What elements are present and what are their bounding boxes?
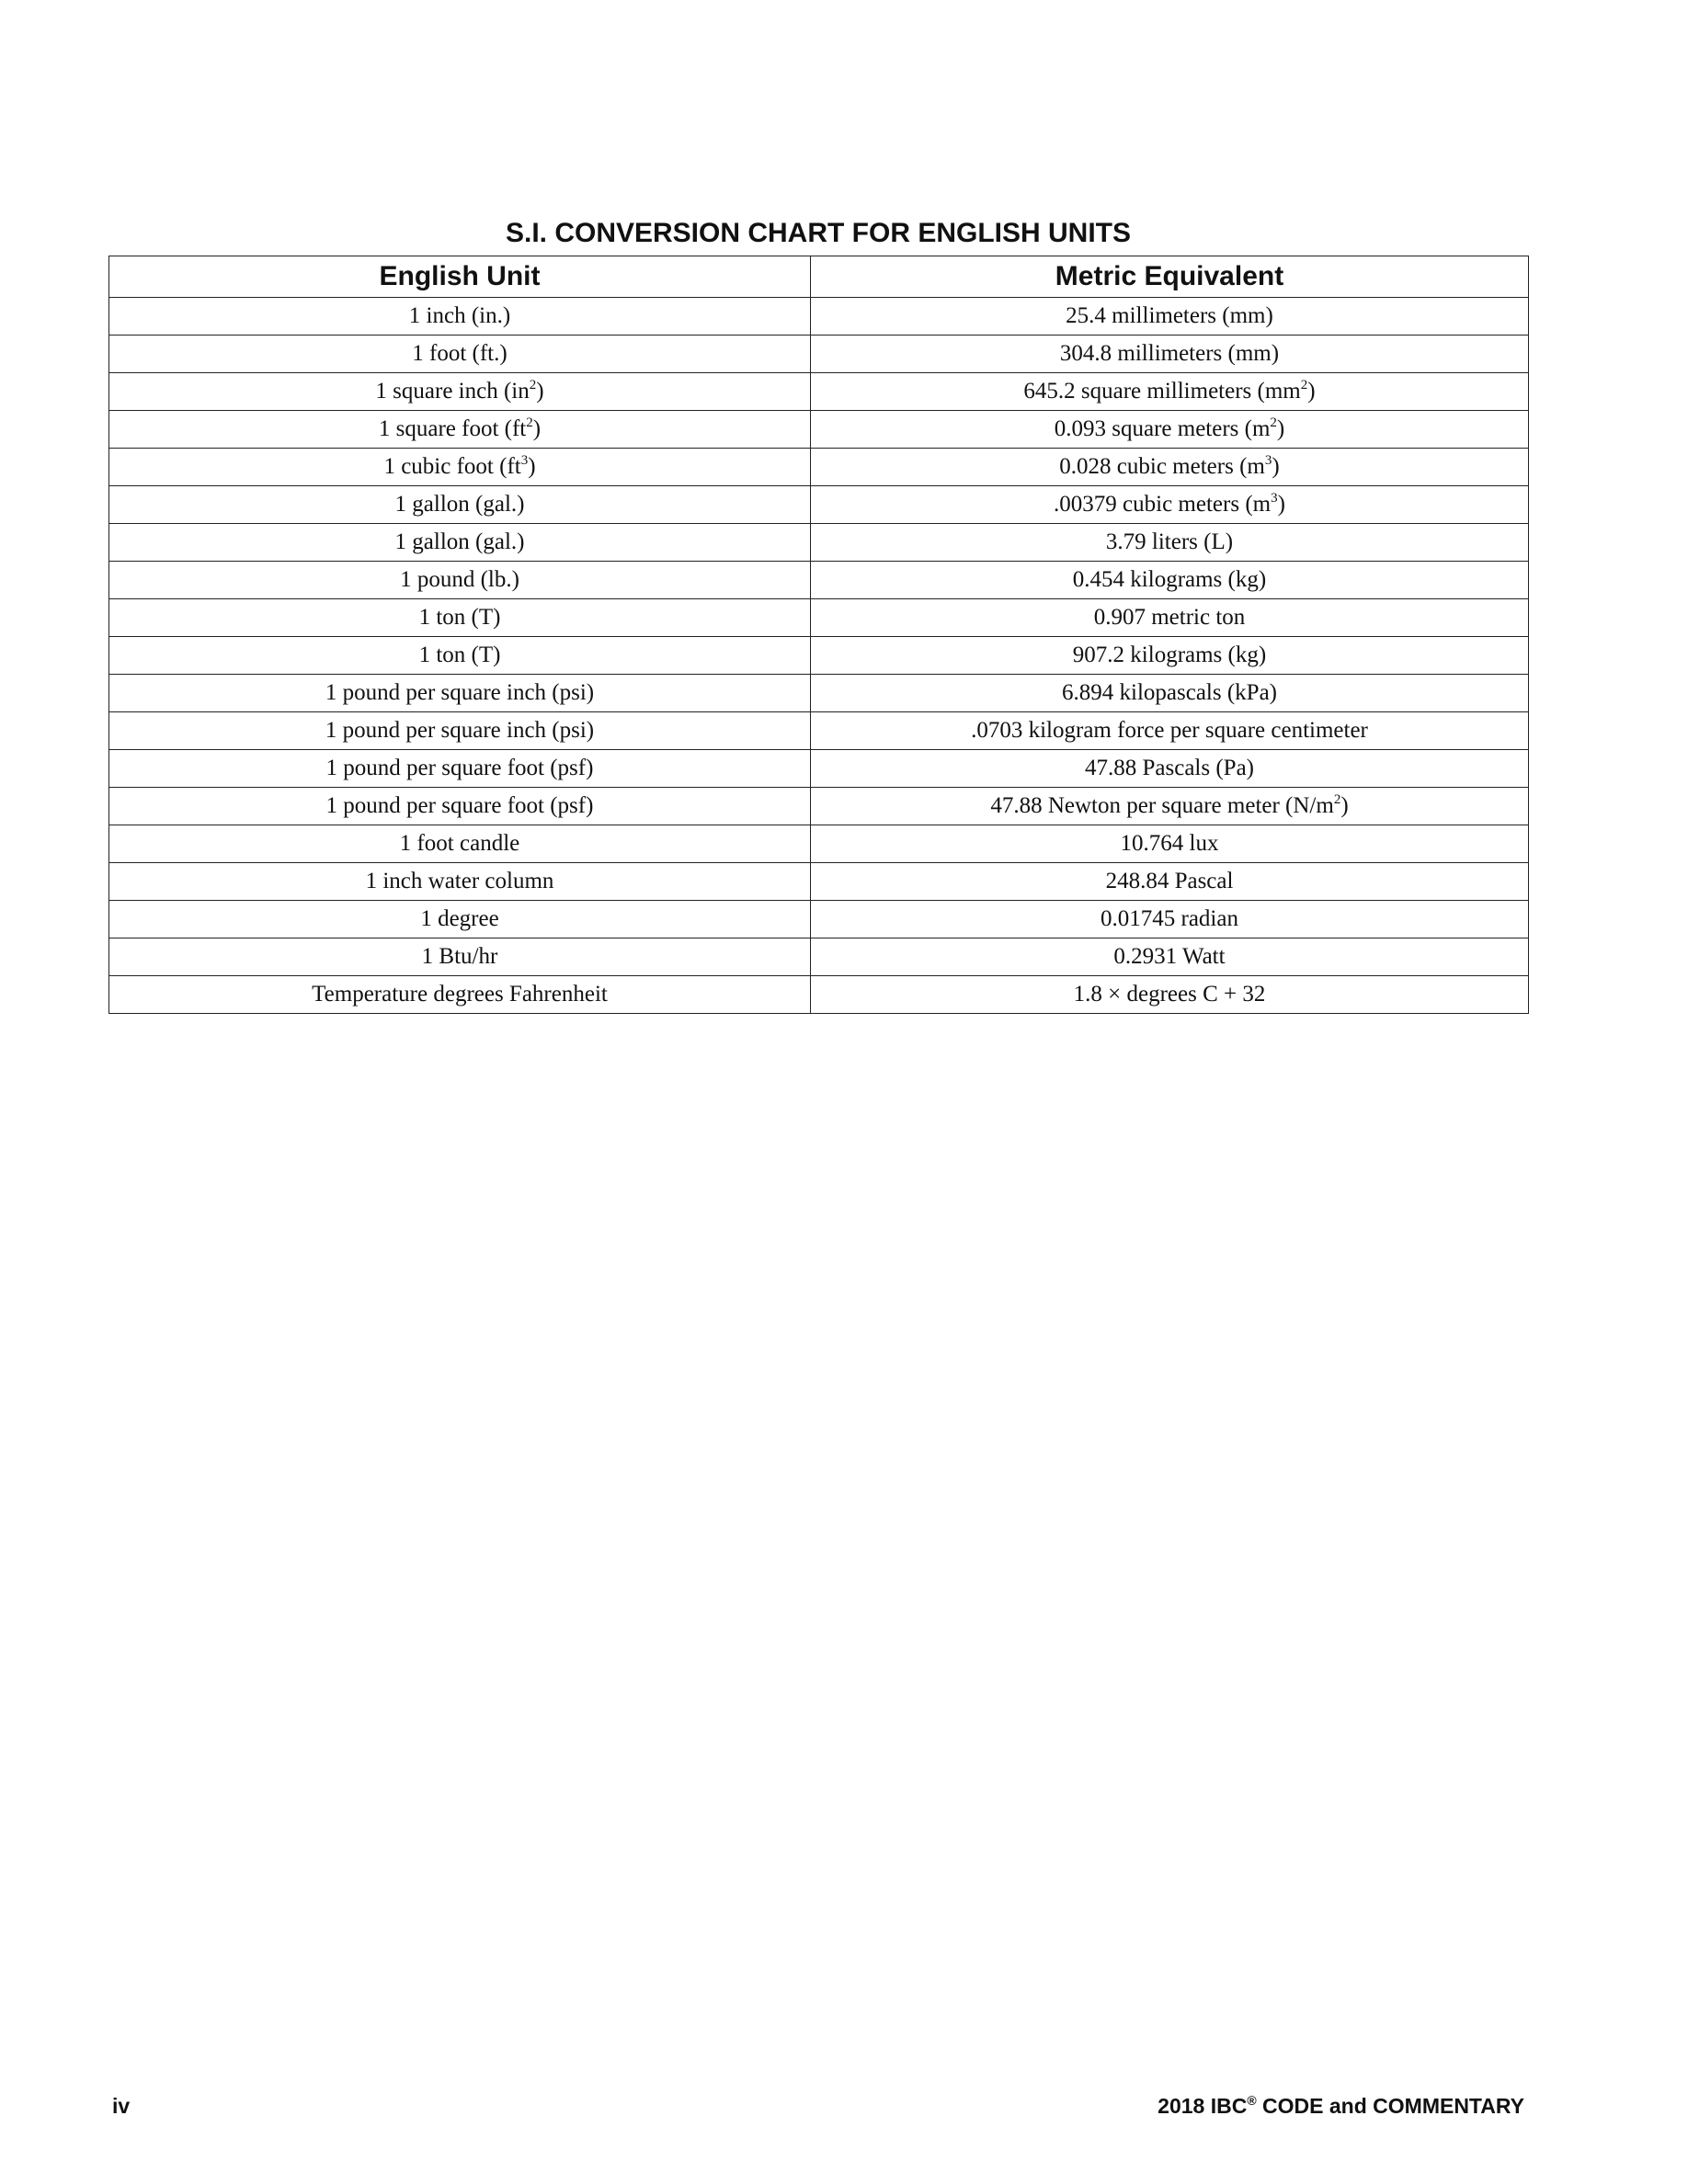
metric-equivalent-cell <box>811 486 1529 524</box>
metric-equivalent-cell-text: 0.01745 radian <box>1101 906 1238 931</box>
metric-equivalent-cell-text: 3.79 liters (L) <box>1105 529 1234 554</box>
metric-equivalent-cell-text: 10.764 lux <box>1120 831 1219 856</box>
metric-equivalent-cell-text: .00379 cubic meters (m <box>1054 492 1272 517</box>
metric-equivalent-cell <box>811 863 1529 901</box>
metric-equivalent-cell-text: 304.8 millimeters (mm) <box>1059 341 1280 366</box>
english-unit-cell-text: 1 inch water column <box>365 869 554 893</box>
exponent: 3 <box>1271 491 1278 506</box>
column-header-english-unit: English Unit <box>109 256 811 298</box>
metric-equivalent-cell-text: 1.8 × degrees C + 32 <box>1073 982 1266 1007</box>
metric-equivalent-cell <box>811 788 1529 825</box>
english-unit-cell <box>109 562 811 599</box>
publication-title <box>1158 2094 1524 2119</box>
table-row <box>109 599 1529 637</box>
metric-equivalent-cell-suffix: ) <box>1277 492 1285 517</box>
english-unit-cell-suffix: ) <box>528 454 536 479</box>
english-unit-cell <box>109 599 811 637</box>
metric-equivalent-cell-text: 0.907 metric ton <box>1093 605 1246 630</box>
metric-equivalent-cell-text: 0.2931 Watt <box>1113 944 1226 969</box>
english-unit-cell-text: 1 ton (T) <box>418 605 501 630</box>
english-unit-cell <box>109 901 811 938</box>
english-unit-cell-text: 1 pound per square foot (psf) <box>325 793 594 818</box>
metric-equivalent-cell-text: 907.2 kilograms (kg) <box>1072 643 1267 667</box>
metric-equivalent-cell-text: 0.028 cubic meters (m <box>1059 454 1265 479</box>
conversion-table <box>108 256 1529 1014</box>
table-row <box>109 750 1529 788</box>
metric-equivalent-cell <box>811 938 1529 976</box>
exponent: 2 <box>1333 792 1341 807</box>
english-unit-cell-text: 1 gallon (gal.) <box>394 492 525 517</box>
table-row <box>109 411 1529 449</box>
table-row <box>109 712 1529 750</box>
table-row <box>109 675 1529 712</box>
metric-equivalent-cell-text: 645.2 square millimeters (mm <box>1023 379 1301 404</box>
english-unit-cell-text: 1 ton (T) <box>418 643 501 667</box>
metric-equivalent-cell <box>811 637 1529 675</box>
metric-equivalent-cell <box>811 712 1529 750</box>
exponent: 2 <box>1300 378 1308 392</box>
english-unit-cell-text: 1 degree <box>420 906 499 931</box>
table-row <box>109 637 1529 675</box>
english-unit-cell <box>109 712 811 750</box>
metric-equivalent-cell-suffix: ) <box>1276 416 1285 441</box>
english-unit-cell-text: 1 pound per square inch (psi) <box>325 680 595 705</box>
table-row <box>109 788 1529 825</box>
table-row <box>109 298 1529 336</box>
table-row <box>109 901 1529 938</box>
metric-equivalent-cell <box>811 562 1529 599</box>
english-unit-cell-text: 1 pound per square inch (psi) <box>325 718 595 743</box>
metric-equivalent-cell <box>811 901 1529 938</box>
publication-title-text: 2018 IBC <box>1158 2094 1248 2118</box>
metric-equivalent-cell-suffix: ) <box>1340 793 1349 818</box>
table-row <box>109 562 1529 599</box>
metric-equivalent-cell-text: 0.454 kilograms (kg) <box>1072 567 1267 592</box>
metric-equivalent-cell-text: .0703 kilogram force per square centimeter <box>971 718 1368 743</box>
english-unit-cell-text: 1 inch (in.) <box>408 303 511 328</box>
metric-equivalent-cell-suffix: ) <box>1272 454 1280 479</box>
english-unit-cell <box>109 298 811 336</box>
english-unit-cell-text: 1 pound (lb.) <box>400 567 519 592</box>
table-row <box>109 449 1529 486</box>
english-unit-cell-suffix: ) <box>532 416 542 441</box>
metric-equivalent-cell <box>811 524 1529 562</box>
table-row <box>109 336 1529 373</box>
page-number: iv <box>112 2094 131 2118</box>
english-unit-cell <box>109 373 811 411</box>
english-unit-cell <box>109 449 811 486</box>
metric-equivalent-cell-text: 248.84 Pascal <box>1105 869 1234 893</box>
metric-equivalent-cell-text: 47.88 Newton per square meter (N/m <box>990 793 1334 818</box>
metric-equivalent-cell <box>811 750 1529 788</box>
english-unit-cell-text: 1 square foot (ft <box>378 416 527 441</box>
metric-equivalent-cell <box>811 336 1529 373</box>
metric-equivalent-cell-text: 25.4 millimeters (mm) <box>1066 303 1273 328</box>
english-unit-cell <box>109 788 811 825</box>
exponent: 3 <box>520 453 529 468</box>
english-unit-cell-text: 1 foot candle <box>399 831 520 856</box>
english-unit-cell-text: 1 foot (ft.) <box>412 341 508 366</box>
english-unit-cell <box>109 411 811 449</box>
metric-equivalent-cell <box>811 825 1529 863</box>
publication-title-suffix: CODE and COMMENTARY <box>1256 2094 1524 2118</box>
english-unit-cell-text: 1 Btu/hr <box>421 944 498 969</box>
table-row <box>109 524 1529 562</box>
table-row <box>109 825 1529 863</box>
metric-equivalent-cell <box>811 599 1529 637</box>
exponent: 2 <box>529 378 537 392</box>
metric-equivalent-cell-text: 0.093 square meters (m <box>1054 416 1271 441</box>
exponent: 2 <box>526 415 533 430</box>
english-unit-cell-suffix: ) <box>536 379 544 404</box>
metric-equivalent-cell <box>811 675 1529 712</box>
table-row <box>109 486 1529 524</box>
english-unit-cell <box>109 675 811 712</box>
english-unit-cell-text: 1 pound per square foot (psf) <box>325 756 594 780</box>
metric-equivalent-cell <box>811 976 1529 1014</box>
metric-equivalent-cell-text: 6.894 kilopascals (kPa) <box>1062 680 1277 705</box>
english-unit-cell <box>109 637 811 675</box>
english-unit-cell-text: Temperature degrees Fahrenheit <box>312 982 608 1007</box>
page-title: S.I. CONVERSION CHART FOR ENGLISH UNITS <box>505 218 1132 248</box>
english-unit-cell-text: 1 cubic foot (ft <box>383 454 521 479</box>
metric-equivalent-cell <box>811 298 1529 336</box>
exponent: 2 <box>1270 415 1277 430</box>
metric-equivalent-cell <box>811 411 1529 449</box>
exponent: 3 <box>1264 453 1272 468</box>
registered-mark: ® <box>1247 2093 1257 2108</box>
table-row <box>109 373 1529 411</box>
table-row <box>109 863 1529 901</box>
column-header-metric-equivalent: Metric Equivalent <box>811 256 1529 298</box>
english-unit-cell <box>109 976 811 1014</box>
metric-equivalent-cell <box>811 373 1529 411</box>
english-unit-cell <box>109 336 811 373</box>
table-row <box>109 938 1529 976</box>
english-unit-cell <box>109 750 811 788</box>
table-row <box>109 976 1529 1014</box>
english-unit-cell-text: 1 square inch (in <box>375 379 530 404</box>
english-unit-cell <box>109 863 811 901</box>
table-header-row <box>109 256 1529 298</box>
english-unit-cell <box>109 486 811 524</box>
english-unit-cell <box>109 938 811 976</box>
metric-equivalent-cell-text: 47.88 Pascals (Pa) <box>1085 756 1254 780</box>
metric-equivalent-cell-suffix: ) <box>1307 379 1316 404</box>
english-unit-cell-text: 1 gallon (gal.) <box>394 529 525 554</box>
english-unit-cell <box>109 825 811 863</box>
metric-equivalent-cell <box>811 449 1529 486</box>
english-unit-cell <box>109 524 811 562</box>
